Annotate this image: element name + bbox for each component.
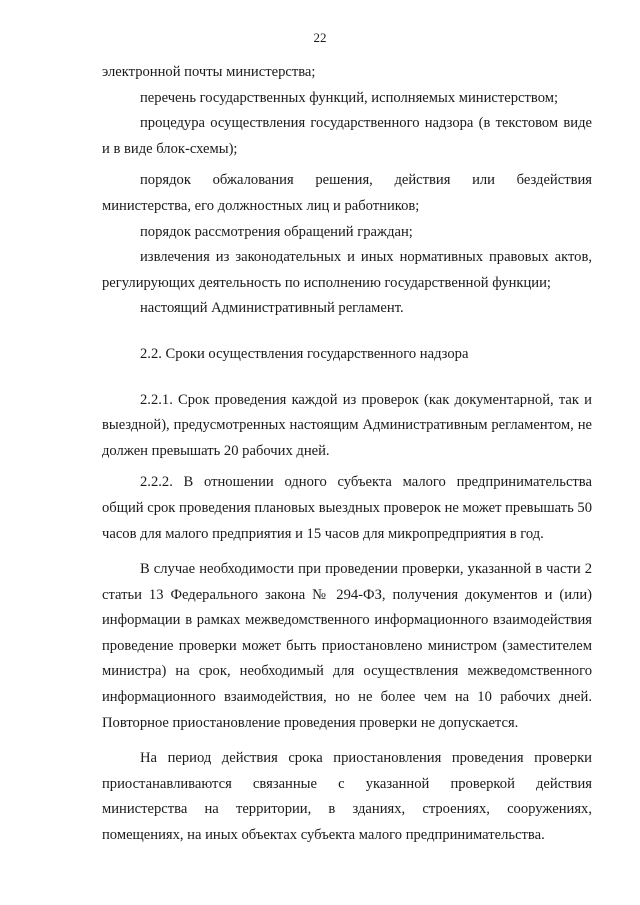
paragraph: порядок обжалования решения, действия или бездействия министерства, его должностных лиц и работников; [102, 172, 592, 214]
paragraph: В случае необходимости при проведении проверки, указанной в части 2 статьи 13 Федерального закона № 294-ФЗ, получения документов и (или) информации в рамках межведомственного информационного взаимодействия проведение проверки может быть приостановлено министром (заместителем министра) на срок, необходимый для осуществления межведомственного информационного взаимодействия, но не более чем на 10 рабочих дней. Повторное приостановление проведения проверки не допускается. [102, 561, 592, 731]
paragraph: перечень государственных функций, исполняемых министерством; [140, 89, 559, 106]
paragraph: настоящий Административный регламент. [140, 300, 404, 317]
page-number: 22 [313, 30, 327, 45]
paragraph: электронной почты министерства; [102, 64, 316, 80]
section-heading: 2.2. Сроки осуществления государственного надзора [140, 345, 469, 362]
paragraph: На период действия срока приостановления проведения проверки приостанавливаются связанные с указанной проверкой действия министерства на территории, в зданиях, строениях, сооружениях, помещениях, на иных объектах субъекта малого предпринимательства. [102, 750, 592, 844]
paragraph: 2.2.2. В отношении одного субъекта малого предпринимательства общий срок проведения плановых выездных проверок не может превышать 50 часов для малого предприятия и 15 часов для микропредприятия в год. [102, 474, 592, 542]
document-body [102, 60, 592, 849]
paragraph: процедура осуществления государственного надзора (в текстовом виде и в виде блок-схемы); [102, 115, 592, 157]
paragraph: извлечения из законодательных и иных нормативных правовых актов, регулирующих деятельность по исполнению государственной функции; [102, 249, 592, 291]
paragraph: 2.2.1. Срок проведения каждой из проверок (как документарной, так и выездной), предусмотренных настоящим Административным регламентом, не должен превышать 20 рабочих дней. [102, 391, 592, 459]
paragraph: порядок рассмотрения обращений граждан; [140, 223, 413, 240]
